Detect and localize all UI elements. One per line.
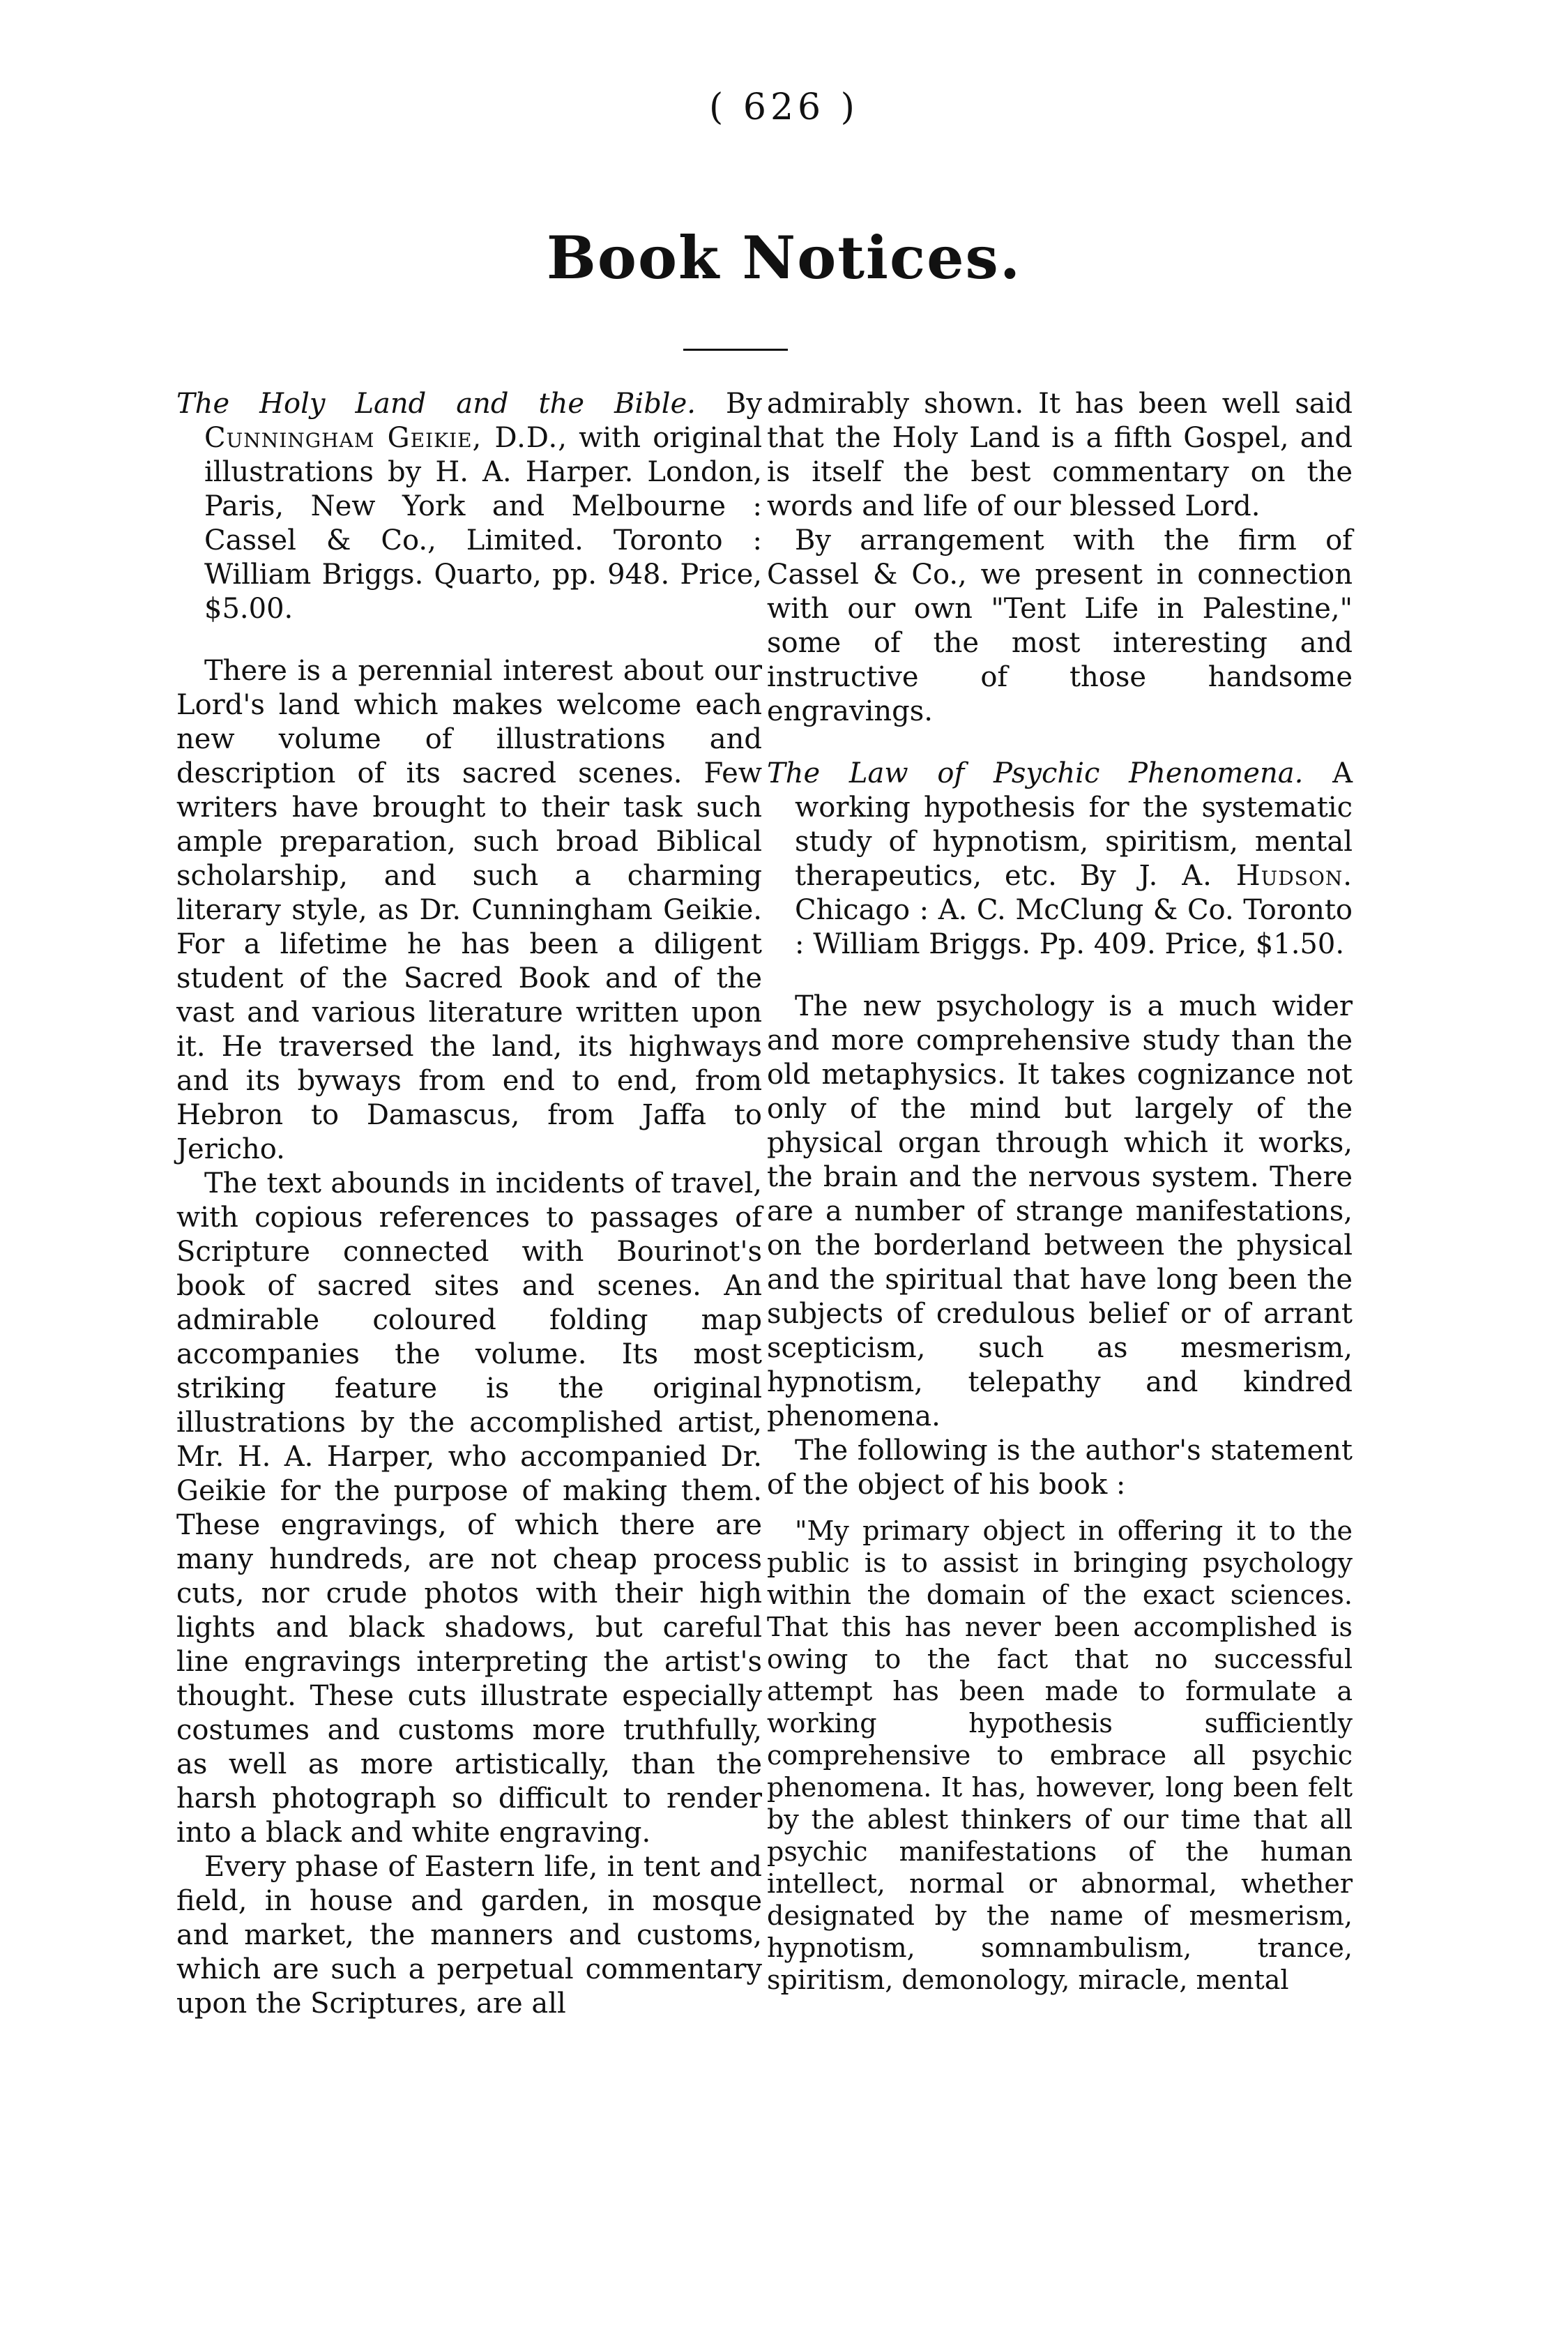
by-text: By bbox=[696, 388, 763, 420]
paragraph: There is a perennial interest about our Lord's land which makes welcome each new volume of illustrations and description of its sacred scenes. Few writers have brought to their task such ample preparation, such broad Biblical scholarship, and such a charming literary style, as Dr. Cunningham Geikie. For a lifetime he has been a diligent student of the Sacred Book and of the vast and various literature written upon it. He traversed the land, its highways and its byways from end to end, from Hebron to Damascus, from Jaffa to Jericho. bbox=[176, 655, 762, 1165]
page-number: ( 626 ) bbox=[709, 86, 859, 128]
page-title: Book Notices. bbox=[546, 223, 1022, 292]
book-title: The Holy Land and the Bible. bbox=[176, 388, 696, 420]
book-title: The Law of Psychic Phenomena. bbox=[767, 757, 1304, 789]
book-entry-heading bbox=[767, 757, 1353, 962]
book-author: J. A. Hudson. bbox=[1139, 860, 1353, 892]
paragraph: The following is the author's statement of the object of his book : bbox=[767, 1435, 1353, 1501]
book-subtitle: A working hypothesis for the systematic study of hypnotism, spiritism, mental therapeutics, etc. By bbox=[795, 757, 1353, 892]
paragraph: Every phase of Eastern life, in tent and field, in house and garden, in mosque and market, the manners and customs, which are such a perpetual commentary upon the Scriptures, are all bbox=[176, 1851, 762, 2020]
paragraph: The new psychology is a much wider and more comprehensive study than the old metaphysics. It takes cognizance not only of the mind but largely of the physical organ through which it works, the brain and the nervous system. There are a number of strange manifestations, on the borderland between the physical and the spiritual that have long been the subjects of credulous belief or of arrant scepticism, such as mesmerism, hypnotism, telepathy and kindred phenomena. bbox=[767, 990, 1353, 1432]
paragraph: admirably shown. It has been well said that the Holy Land is a fifth Gospel, and is itself the best commentary on the words and life of our blessed Lord. bbox=[767, 388, 1353, 522]
paragraph: By arrangement with the firm of Cassel & Co., we present in connection with our own "Tent Life in Palestine," some of the most interesting and instructive of those handsome engravings. bbox=[767, 524, 1353, 727]
book-details: , with original illustrations by H. A. Harper. London, Paris, New York and Melbourne : Cassel & Co., Limited. Toronto : William Briggs. Quarto, pp. 948. Price, $5.00. bbox=[204, 422, 762, 625]
book-details: Chicago : A. C. McClung & Co. Toronto : William Briggs. Pp. 409. Price, $1.50. bbox=[795, 894, 1353, 960]
paragraph: The text abounds in incidents of travel, with copious references to passages of Scripture connected with Bourinot's book of sacred sites and scenes. An admirable coloured folding map accompanies the volume. Its most striking feature is the original illustrations by the accomplished artist, Mr. H. A. Harper, who accompanied Dr. Geikie for the purpose of making them. These engravings, of which there are many hundreds, are not cheap process cuts, nor crude photos with their high lights and black shadows, but careful line engravings interpreting the artist's thought. These cuts illustrate especially costumes and customs more truthfully, as well as more artistically, than the harsh photograph so difficult to render into a black and white engraving. bbox=[176, 1167, 762, 1849]
quotation: "My primary object in offering it to the public is to assist in bringing psychology within the domain of the exact sciences. That this has never been accomplished is owing to the fact that no successful attempt has been made to formulate a working hypothesis sufficiently comprehensive to embrace all psychic phenomena. It has, however, long been felt by the ablest thinkers of our time that all psychic manifestations of the human intellect, normal or abnormal, whether designated by the name of mesmerism, hypnotism, somnambulism, trance, spiritism, demonology, miracle, mental bbox=[767, 1515, 1353, 1995]
right-column bbox=[767, 387, 1353, 2022]
book-entry-heading bbox=[176, 387, 762, 626]
title-divider bbox=[683, 349, 788, 351]
book-author: Cunningham Geikie, D.D. bbox=[204, 422, 558, 454]
left-column bbox=[176, 387, 762, 2021]
